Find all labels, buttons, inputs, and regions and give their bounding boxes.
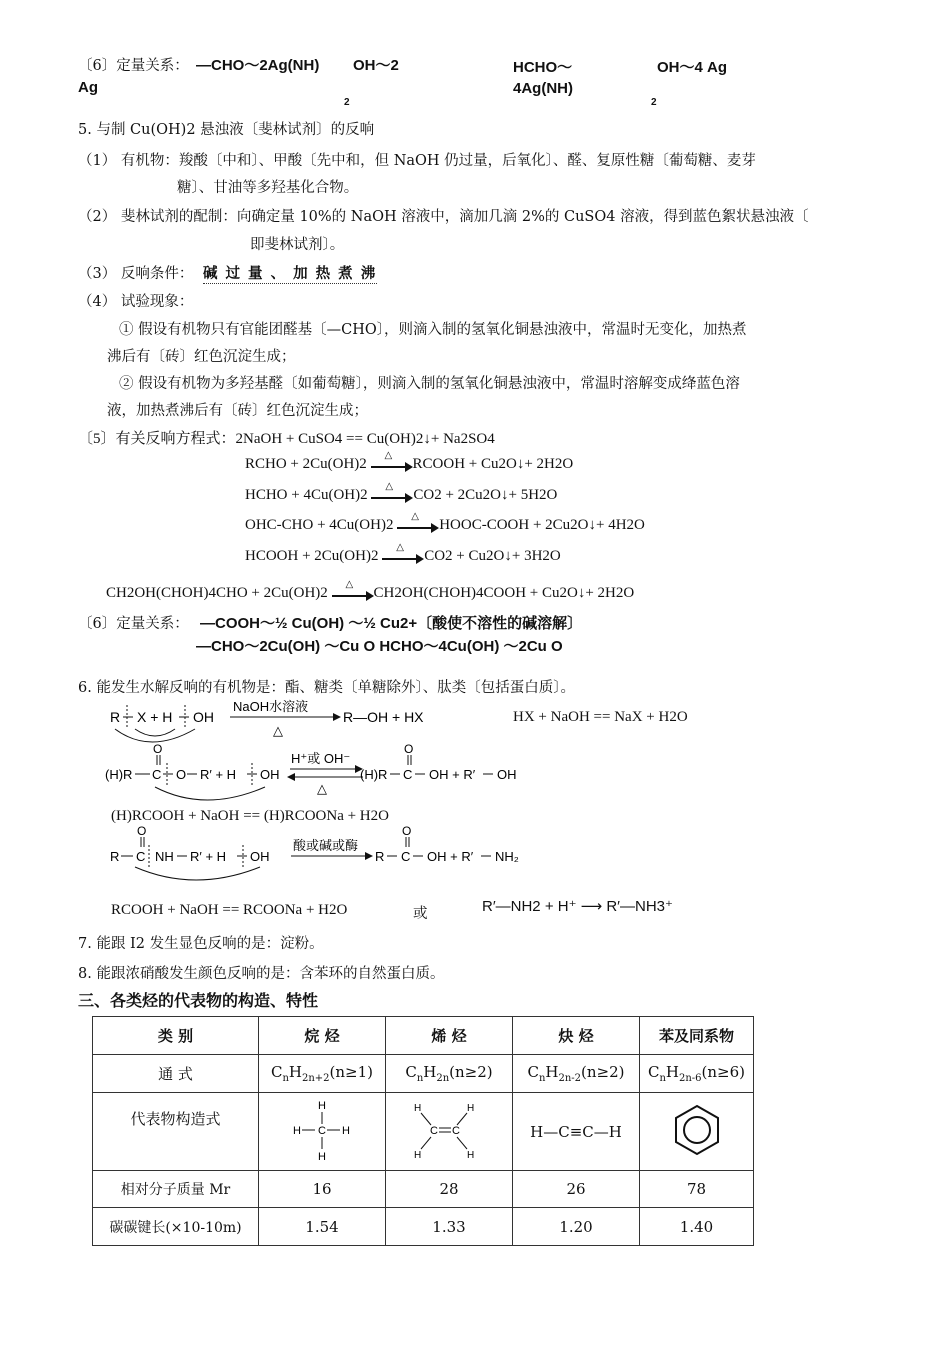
ag-ratio-formula-1b: OH〜2 xyxy=(353,57,399,74)
svg-text:O: O xyxy=(137,824,147,838)
table-row xyxy=(93,1171,754,1208)
svg-text:OH: OH xyxy=(193,709,214,725)
s5-p3-value: 碱 过 量 、 加 热 煮 沸 xyxy=(203,262,377,284)
hydrocarbon-table xyxy=(92,1016,754,1246)
ag-ratio-formula-2c: OH〜4 Ag xyxy=(657,59,728,76)
equation-ohc-cho: OHC-CHO + 4Cu(OH)2 △ HOOC-COOH + 2Cu2O↓+ 4H2O xyxy=(245,510,645,533)
table-header-row xyxy=(93,1017,754,1055)
or-label: 或 xyxy=(413,906,428,922)
heat-arrow: △ xyxy=(371,458,413,472)
struct-methane xyxy=(259,1093,386,1171)
svg-text:C: C xyxy=(136,849,146,864)
s5-p5: 〔5〕有关反响方程式：2NaOH + CuSO4 == Cu(OH)2↓+ Na2SO4 xyxy=(78,431,495,447)
struct-label: 代表物构造式 xyxy=(93,1093,259,1171)
reagent-acid-base-enzyme: 酸或碱或酶 xyxy=(293,838,359,853)
svg-text:OH + R′: OH + R′ xyxy=(429,767,476,782)
cu-ratio-line-1: —COOH〜½ Cu(OH) 〜½ Cu2+〔酸使不溶性的碱溶解〕 xyxy=(200,615,583,632)
svg-text:OH: OH xyxy=(497,767,517,782)
svg-text:H: H xyxy=(467,1149,475,1161)
svg-text:R′ + H: R′ + H xyxy=(190,849,227,864)
svg-text:H: H xyxy=(293,1124,301,1137)
s5-p2a: （2） 斐林试剂的配制：向确定量 10%的 NaOH 溶液中，滴加几滴 2%的 CuSO4 溶液，得到蓝色絮状悬浊液〔 xyxy=(78,209,809,225)
svg-text:△: △ xyxy=(273,723,283,738)
heat-arrow: △ xyxy=(397,519,439,533)
svg-text:O: O xyxy=(176,767,187,782)
equation-hcho: HCHO + 4Cu(OH)2 △ CO2 + 2Cu2O↓+ 5H2O xyxy=(245,480,558,503)
ag-ratio-formula-2b: 4Ag(NH) xyxy=(513,80,573,97)
table-row xyxy=(93,1055,754,1093)
formula-alkyne: $C_nH_{2n-2}(n\ge 2)$ xyxy=(513,1055,640,1093)
svg-text:H: H xyxy=(318,1150,326,1163)
svg-text:R: R xyxy=(375,849,385,864)
svg-text:C: C xyxy=(152,767,162,782)
header-alkane: 烷 烃 xyxy=(259,1017,386,1055)
ag-ratio-label: 〔6〕定量关系： xyxy=(78,58,189,74)
svg-text:R: R xyxy=(110,709,121,725)
svg-text:OH: OH xyxy=(250,849,270,864)
hydrolysis-diagrams xyxy=(105,695,535,910)
svg-text:O: O xyxy=(402,824,412,838)
rcooh-naoh-equation: RCOOH + NaOH == RCOONa + H2O xyxy=(111,902,348,918)
struct-benzene xyxy=(640,1093,754,1171)
svg-text:H: H xyxy=(414,1149,422,1161)
struct-ethylene xyxy=(386,1093,513,1171)
section-8: 8. 能跟浓硝酸发生颜色反响的是：含苯环的自然蛋白质。 xyxy=(78,966,445,982)
svg-text:R′ + H: R′ + H xyxy=(200,767,237,782)
hx-naoh-equation: HX + NaOH == NaX + H2O xyxy=(513,709,688,725)
s5-p4-1a: ① 假设有机物只有官能团醛基〔—CHO〕，则滴入制的氢氧化铜悬浊液中，常温时无变化，加热煮 xyxy=(119,322,747,338)
cu-ratio-label: 〔6〕定量关系： xyxy=(78,616,189,632)
heat-arrow: △ xyxy=(382,550,424,564)
heat-arrow: △ xyxy=(332,587,374,601)
svg-text:C: C xyxy=(318,1124,326,1137)
header-category: 类 别 xyxy=(93,1017,259,1055)
svg-text:O: O xyxy=(153,742,163,756)
len-alkyne: 1.20 xyxy=(513,1208,640,1246)
header-alkyne: 炔 烃 xyxy=(513,1017,640,1055)
s5-p4-1b: 沸后有〔砖〕红色沉淀生成； xyxy=(107,349,296,365)
svg-text:H: H xyxy=(318,1099,326,1112)
section-6-title: 6. 能发生水解反响的有机物是：酯、糖类〔单糖除外〕、肽类〔包括蛋白质〕。 xyxy=(78,680,575,696)
struct-acetylene: H—C≡C—H xyxy=(513,1093,640,1171)
heat-arrow: △ xyxy=(371,489,413,503)
s5-p4-2b: 液，加热煮沸后有〔砖〕红色沉淀生成； xyxy=(107,403,368,419)
s5-p1b: 糖〕、甘油等多羟基化合物。 xyxy=(177,180,359,196)
equation-rcho: RCHO + 2Cu(OH)2 △ RCOOH + Cu2O↓+ 2H2O xyxy=(245,449,574,472)
mr-label: 相对分子质量 Mr xyxy=(93,1171,259,1208)
section-7: 7. 能跟 I2 发生显色反响的是：淀粉。 xyxy=(78,936,324,952)
cu-ratio-line-2: —CHO〜2Cu(OH) 〜Cu O HCHO〜4Cu(OH) 〜2Cu O xyxy=(196,638,563,655)
mr-alkane: 16 xyxy=(259,1171,386,1208)
acid-naoh-equation: (H)RCOOH + NaOH == (H)RCOONa + H2O xyxy=(111,808,389,824)
svg-text:NH: NH xyxy=(155,849,174,864)
bond-length-label: 碳碳键长(×10-10m) xyxy=(93,1208,259,1246)
mr-alkyne: 26 xyxy=(513,1171,640,1208)
section-5-title: 5. 与制 Cu(OH)2 悬浊液〔斐林试剂〕的反响 xyxy=(78,122,375,138)
len-benzene: 1.40 xyxy=(640,1208,754,1246)
svg-text:C: C xyxy=(403,767,413,782)
s5-p1a: （1） 有机物：羧酸〔中和〕、甲酸〔先中和，但 NaOH 仍过量，后氧化〕、醛、复原性糖〔葡萄糖、麦芽 xyxy=(78,153,756,169)
section-3-heading: 三、各类烃的代表物的构造、特性 xyxy=(78,991,319,1010)
svg-text:OH + R′: OH + R′ xyxy=(427,849,474,864)
svg-text:OH: OH xyxy=(260,767,280,782)
ag-ratio-formula-1: —CHO〜2Ag(NH) xyxy=(196,57,320,74)
svg-text:(H)R: (H)R xyxy=(360,767,388,782)
len-alkene: 1.33 xyxy=(386,1208,513,1246)
s5-p4: （4） 试验现象： xyxy=(78,294,194,310)
benzene-ring-icon xyxy=(669,1102,725,1158)
formula-label: 通 式 xyxy=(93,1055,259,1093)
table-row xyxy=(93,1208,754,1246)
reagent-naoh: NaOH水溶液 xyxy=(233,699,309,714)
table-row xyxy=(93,1093,754,1171)
s5-p2b: 即斐林试剂〕。 xyxy=(250,237,345,253)
equation-glucose: CH2OH(CHOH)4CHO + 2Cu(OH)2 △ CH2OH(CHOH)4COOH + Cu2O↓+ 2H2O xyxy=(106,578,635,601)
amine-protonation: R′—NH2 + H⁺ ⟶ R′—NH3⁺ xyxy=(482,898,673,915)
formula-alkene: $C_nH_{2n}(n\ge 2)$ xyxy=(386,1055,513,1093)
svg-text:H: H xyxy=(467,1102,475,1114)
ag-ratio-formula-1c: Ag xyxy=(78,79,98,96)
svg-text:C: C xyxy=(452,1124,460,1137)
ag-ratio-formula-2: HCHO〜 xyxy=(513,59,573,76)
ag-sub: 2 xyxy=(344,97,350,108)
s5-p4-2a: ② 假设有机物为多羟基醛〔如葡萄糖〕，则滴入制的氢氧化铜悬浊液中，常温时溶解变成绛蓝色溶 xyxy=(119,376,740,392)
ethylene-structure-icon xyxy=(409,1097,489,1163)
formula-alkane: $C_nH_{2n+2}(n\ge 1)$ xyxy=(259,1055,386,1093)
svg-text:X + H: X + H xyxy=(137,709,173,725)
header-benzene: 苯及同系物 xyxy=(640,1017,754,1055)
product-roh: R—OH + HX xyxy=(343,709,424,725)
svg-text:△: △ xyxy=(317,781,327,796)
len-alkane: 1.54 xyxy=(259,1208,386,1246)
svg-text:C: C xyxy=(401,849,411,864)
formula-benzene: $C_nH_{2n-6}(n\ge 6)$ xyxy=(640,1055,754,1093)
equation-hcooh: HCOOH + 2Cu(OH)2 △ CO2 + Cu2O↓+ 3H2O xyxy=(245,541,561,564)
mr-alkene: 28 xyxy=(386,1171,513,1208)
svg-text:H: H xyxy=(342,1124,350,1137)
svg-text:(H)R: (H)R xyxy=(105,767,133,782)
ag-sub-2: 2 xyxy=(651,97,657,108)
svg-text:C: C xyxy=(430,1124,438,1137)
methane-structure-icon xyxy=(287,1097,357,1163)
reagent-acid-base: H⁺或 OH⁻ xyxy=(291,751,351,766)
mr-benzene: 78 xyxy=(640,1171,754,1208)
s5-p3-label: （3） 反响条件： xyxy=(78,266,194,282)
svg-text:R: R xyxy=(110,849,120,864)
header-alkene: 烯 烃 xyxy=(386,1017,513,1055)
svg-text:O: O xyxy=(404,742,414,756)
svg-text:H: H xyxy=(414,1102,422,1114)
svg-text:NH₂: NH₂ xyxy=(495,849,519,864)
